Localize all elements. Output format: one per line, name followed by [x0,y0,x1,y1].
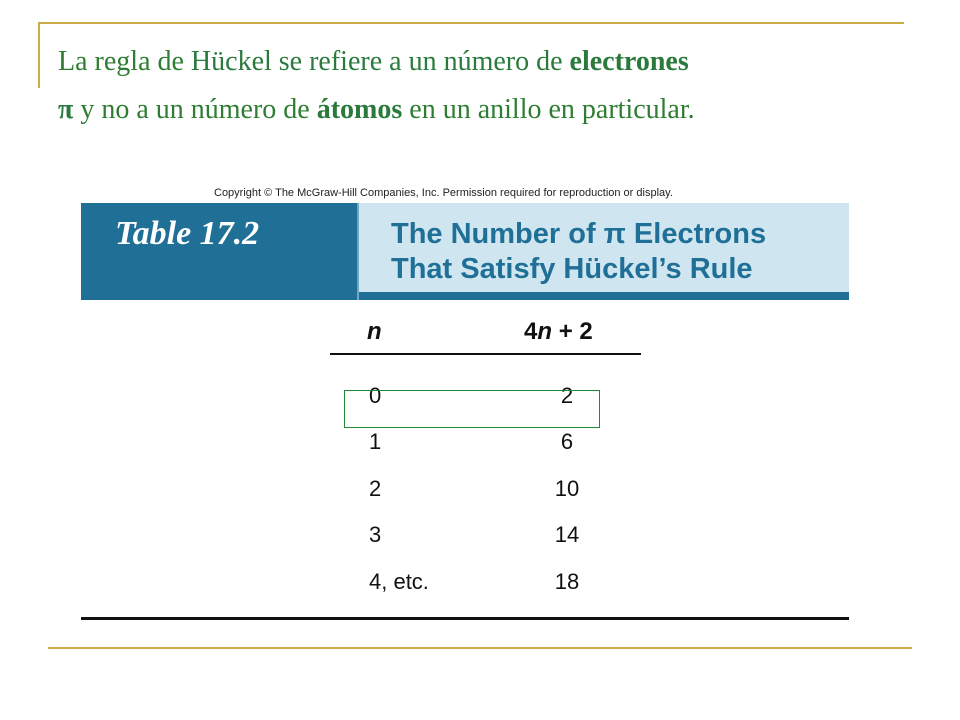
column-header-n: n [367,318,382,345]
table-bottom-rule [81,617,849,620]
table-title [391,217,766,287]
banner-bottom-strip [359,292,849,300]
row4-value: 18 [554,569,580,594]
heading-part1: La regla de [58,46,191,77]
highlight-box [344,390,600,428]
column-header-formula: 4n + 2 [524,318,593,345]
table-title-line2: That Satisfy Hückel’s Rule [391,253,753,285]
header-rule [330,353,641,355]
slide-heading [58,38,918,134]
row3-n: 3 [369,522,382,547]
heading-part2: Hückel se refiere a un número de [190,46,570,77]
copyright-notice: Copyright © The McGraw-Hill Companies, Inc. Permission required for reproduction or display. [214,187,673,199]
row1-n: 1 [369,429,382,454]
row2-n: 2 [369,476,382,501]
row2-value: 10 [554,476,580,501]
frame-left-line [38,22,40,88]
heading-pi: π [58,94,74,125]
banner-left-panel [81,203,357,300]
row4-n: 4, etc. [369,569,429,594]
heading-bold-atomos: átomos [316,94,403,125]
row0-value: 2 [560,383,574,408]
row0-n: 0 [369,383,382,408]
heading-bold-electrones: electrones [569,46,689,77]
row1-value: 6 [560,429,574,454]
frame-top-line [40,22,904,24]
table-banner [81,203,849,300]
heading-part3: y no a un número de [73,94,317,125]
table-number: Table 17.2 [115,215,260,252]
table-title-line1: The Number of π Electrons [391,218,767,250]
heading-part4: en un anillo en particular. [402,94,695,125]
frame-bottom-line [48,647,912,649]
row3-value: 14 [554,522,580,547]
